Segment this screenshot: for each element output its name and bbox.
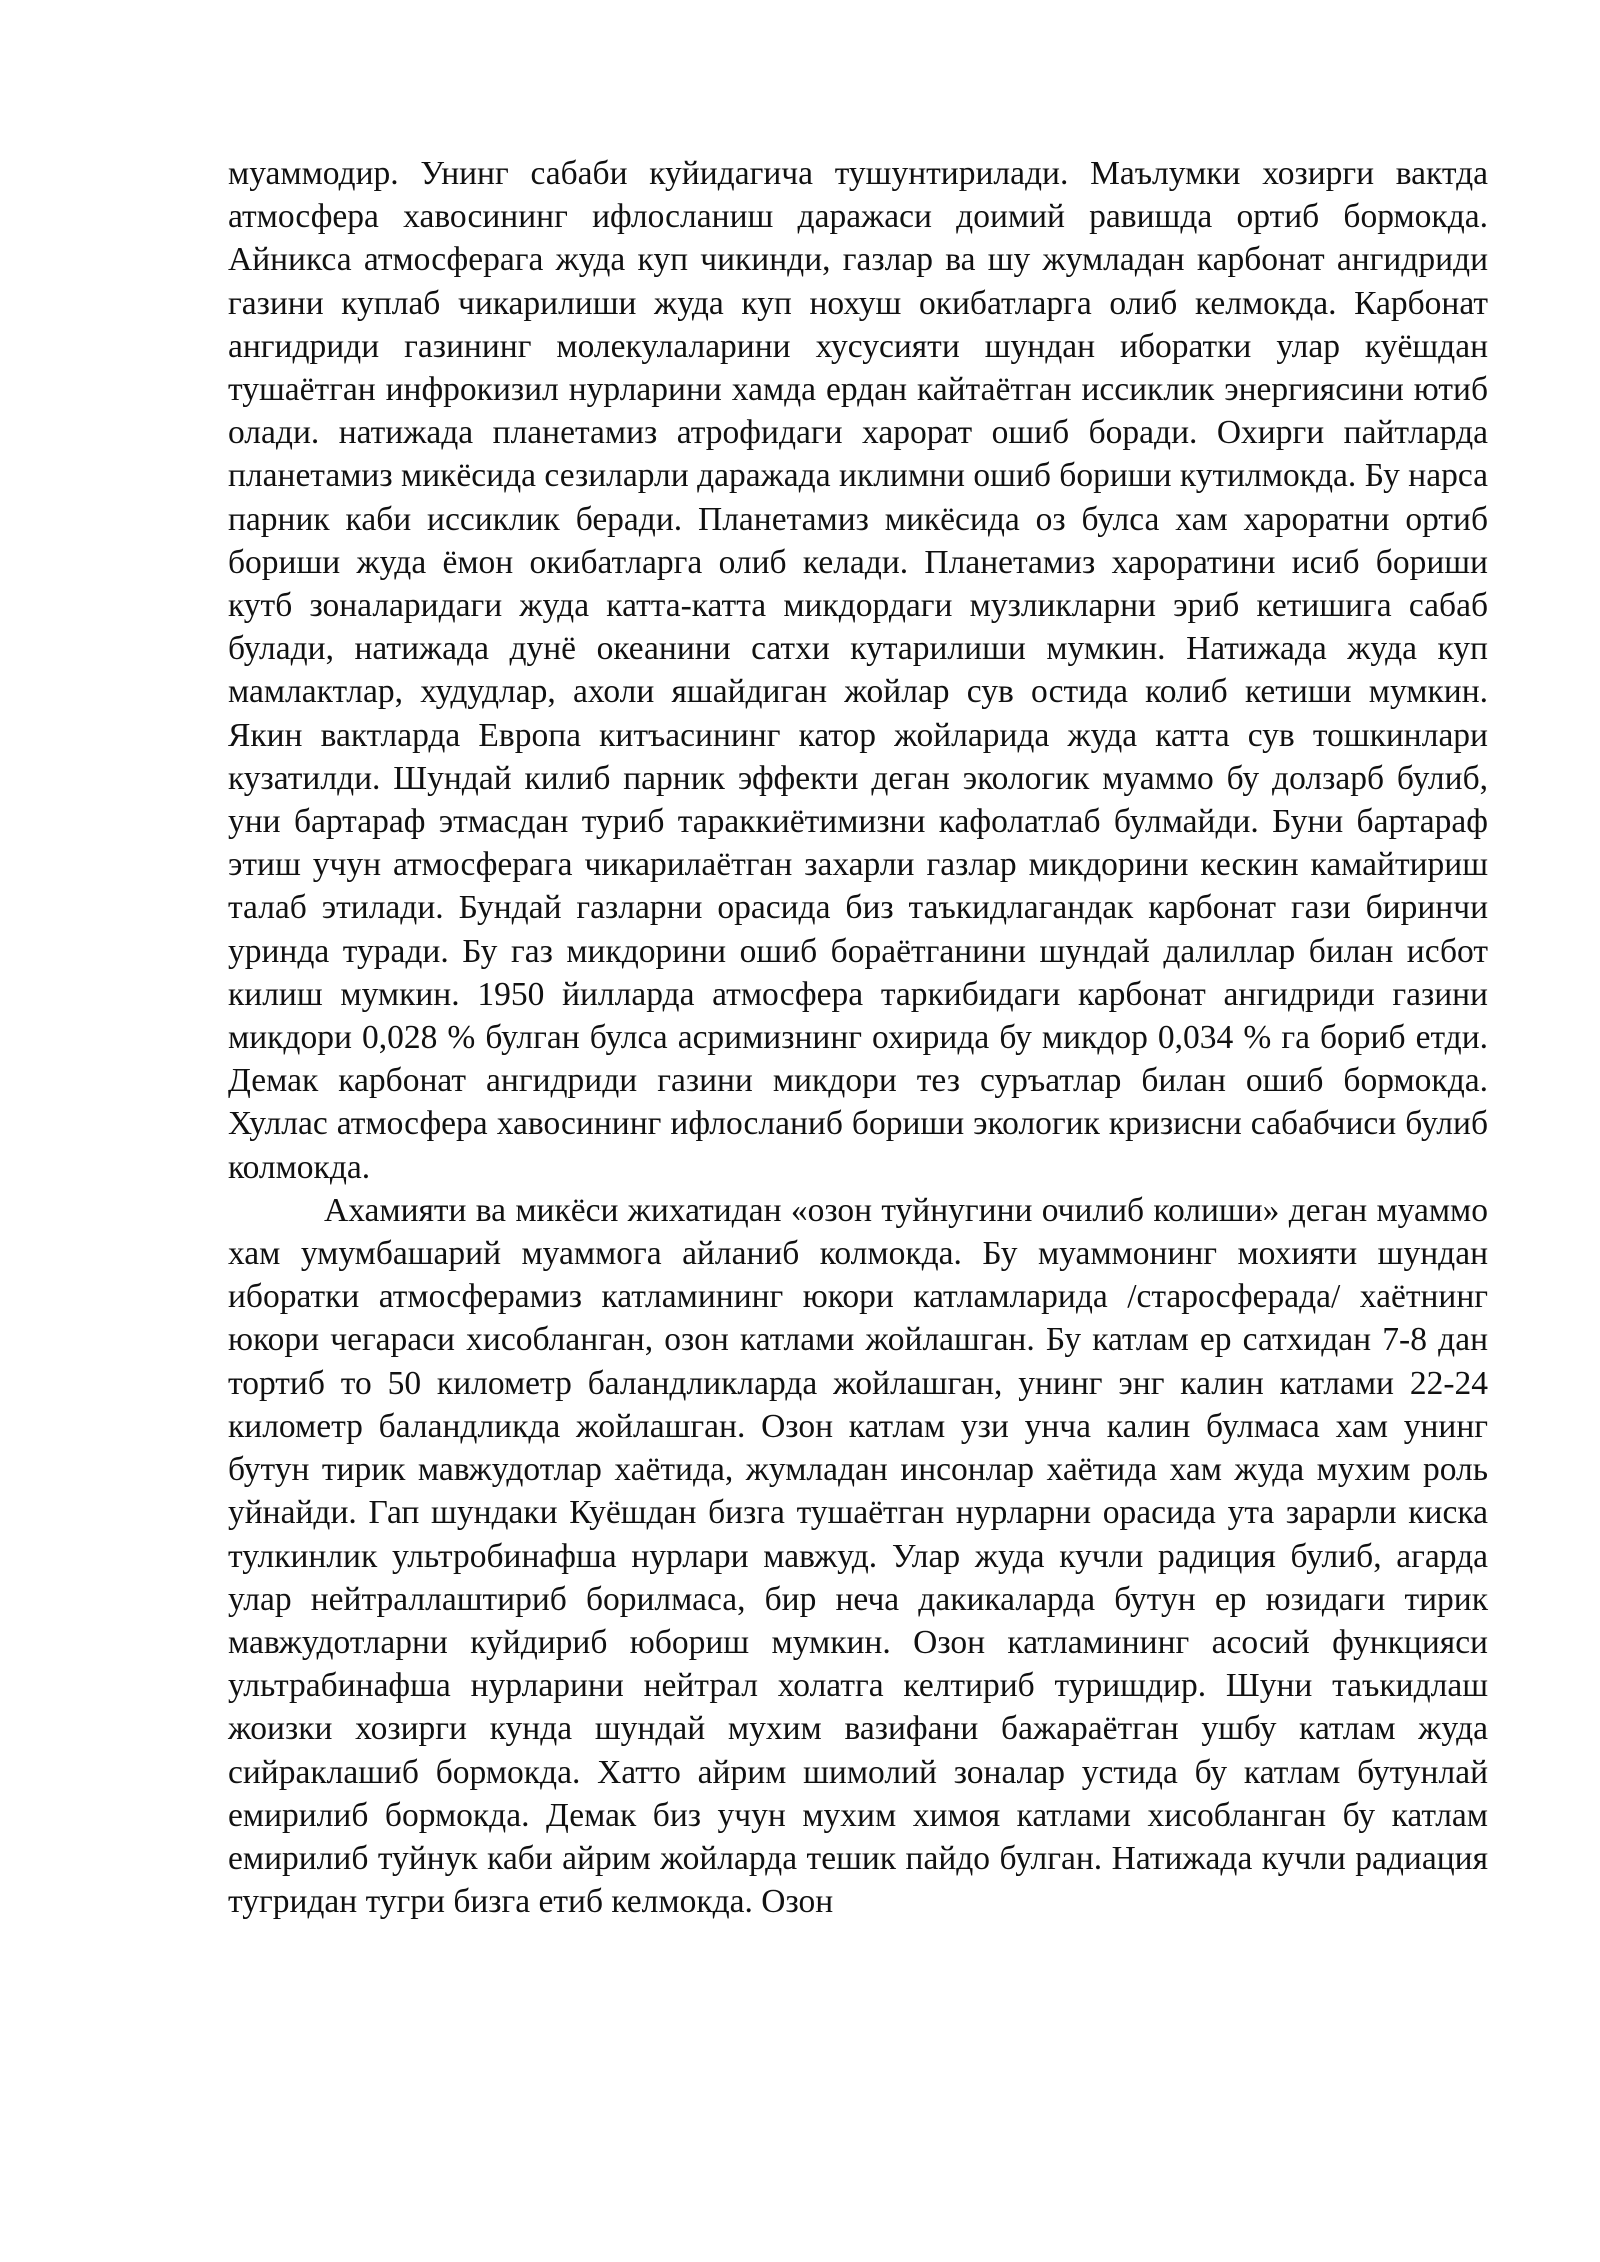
document-page [228, 152, 1488, 1923]
paragraph-ozone-hole: Ахамияти ва микёси жихатидан «озон туйнугини очилиб колиши» деган муаммо хам умумбашарий муаммога айланиб колмокда. Бу муаммонинг мохияти шундан иборатки атмосферамиз катламининг юкори катламларида /старосферада/ хаётнинг юкори чегараси хисобланган, озон катлами жойлашган. Бу катлам ер сатхидан 7-8 дан тортиб то 50 километр баландликларда жойлашган, унинг энг калин катлами 22-24 километр баландликда жойлашган. Озон катлам узи унча калин булмаса хам унинг бутун тирик мавжудотлар хаётида, жумладан инсонлар хаётида хам жуда мухим роль уйнайди. Гап шундаки Куёшдан бизга тушаётган нурларни орасида ута зарарли киска тулкинлик ультробинафша нурлари мавжуд. Улар жуда кучли радиция булиб, агарда улар нейтраллаштириб борилмаса, бир неча дакикаларда бутун ер юзидаги тирик мавжудотларни куйдириб юбориш мумкин. Озон катламининг асосий функцияси ультрабинафша нурларини нейтрал холатга келтириб туришдир. Шуни таъкидлаш жоизки хозирги кунда шундай мухим вазифани бажараётган ушбу катлам жуда сийраклашиб бормокда. Хатто айрим шимолий зоналар устида бу катлам бутунлай емирилиб бормокда. Демак биз учун мухим химоя катлами хисобланган бу катлам емирилиб туйнук каби айрим жойларда тешик пайдо булган. Натижада кучли радиация тугридан тугри бизга етиб келмокда. Озон [228, 1191, 1488, 1921]
paragraph-greenhouse-effect: муаммодир. Унинг сабаби куйидагича тушунтирилади. Маълумки хозирги вактда атмосфера хавосининг ифлосланиш даражаси доимий равишда ортиб бормокда. Айникса атмосферага жуда куп чикинди, газлар ва шу жумладан карбонат ангидриди газини куплаб чикарилиши жуда куп нохуш окибатларга олиб келмокда. Карбонат ангидриди газининг молекулаларини хусусияти шундан иборатки улар куёшдан тушаётган инфрокизил нурларини хамда ердан кайтаётган иссиклик энергиясини ютиб олади. натижада планетамиз атрофидаги харорат ошиб боради. Охирги пайтларда планетамиз микёсида сезиларли даражада иклимни ошиб бориши кутилмокда. Бу нарса парник каби иссиклик беради. Планетамиз микёсида оз булса хам хароратни ортиб бориши жуда ёмон окибатларга олиб келади. Планетамиз хароратини исиб бориши кутб зоналаридаги жуда катта-катта микдордаги музликларни эриб кетишига сабаб булади, натижада дунё океанини сатхи кутарилиши мумкин. Натижада жуда куп мамлактлар, худудлар, ахоли яшайдиган жойлар сув остида колиб кетиши мумкин. Якин вактларда Европа китъасининг катор жойларида жуда катта сув тошкинлари кузатилди. Шундай килиб парник эффекти деган экологик муаммо бу долзарб булиб, уни бартараф этмасдан туриб тараккиётимизни кафолатлаб булмайди. Буни бартараф этиш учун атмосферага чикарилаётган захарли газлар микдорини кескин камайтириш талаб этилади. Бундай газларни орасида биз таъкидлагандак карбонат гази биринчи уринда туради. Бу газ микдорини ошиб бораётганини шундай далиллар билан исбот килиш мумкин. 1950 йилларда атмосфера таркибидаги карбонат ангидриди газини микдори 0,028 % булган булса асримизнинг охирида бу микдор 0,034 % га бориб етди. Демак карбонат ангидриди газини микдори тез суръатлар билан ошиб бормокда. Хуллас атмосфера хавосининг ифлосланиб бориши экологик кризисни сабабчиси булиб колмокда. [228, 155, 1488, 1186]
